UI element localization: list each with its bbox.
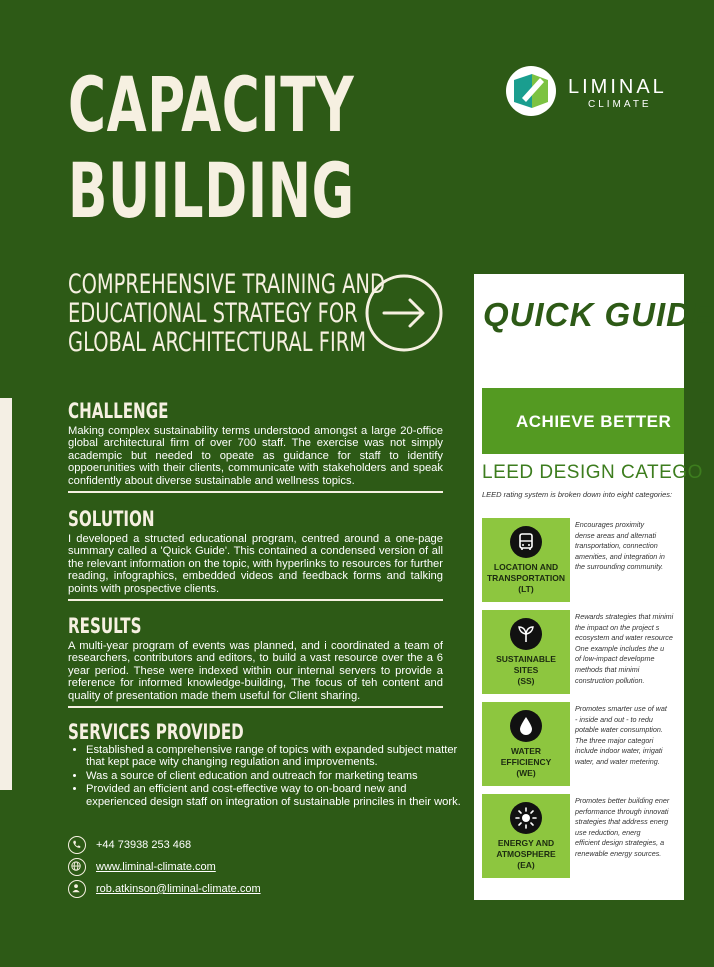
results-heading: RESULTS xyxy=(68,614,142,638)
logo-mark-icon xyxy=(506,66,556,116)
sun-icon xyxy=(510,802,542,834)
category-label-line: ENERGY AND xyxy=(497,838,555,848)
results-text: A multi-year program of events was planned, and i coordinated a team of researchers, contributors and editors, to build a vast resource over the a 6 year period. These were indexed within our internal servers to provide a reference for informed knowledge-building, The focus of teh content and quality of presentation made them useful for Client sharing. xyxy=(68,640,443,702)
solution-heading: SOLUTION xyxy=(68,507,155,531)
list-item: • Established a comprehensive range of topics with expanded subject matter that kept pace wity changing regulation and improvements. xyxy=(86,744,461,769)
category-card xyxy=(482,702,684,786)
list-item: • Provided an efficient and cost-effective way to on-board new and experienced design staff on integration of sustainable princiles in their work. xyxy=(86,783,461,808)
category-description: Promotes better building ener performance through innovati strategies that address energ use reduction, energ efficient design strategies, a renewable energy sources. xyxy=(575,796,670,858)
category-card xyxy=(482,518,684,602)
cream-side-bar xyxy=(0,398,12,790)
guide-subheading: LEED DESIGN CATEGO xyxy=(482,462,703,483)
bus-icon xyxy=(510,526,542,558)
challenge-text: Making complex sustainability terms understood amongst a large 20-office global architectural firm of over 700 staff. The exercise was not simply academpic but needed to opeate as guidance for staff to identify oppoerunities with their clients, communicate with stakeholders and speak confidently about diverse sustainable and wellness topics. xyxy=(68,425,443,487)
liminal-climate-logo xyxy=(506,66,666,116)
category-label-line: (EA) xyxy=(517,860,535,870)
website-link[interactable]: www.liminal-climate.com xyxy=(96,861,216,873)
category-label-line: (SS) xyxy=(517,676,535,686)
subtitle-line-2: EDUCATIONAL STRATEGY FOR xyxy=(68,298,358,329)
guide-intro: LEED rating system is broken down into eight categories: xyxy=(482,490,673,499)
category-label-line: LOCATION AND xyxy=(493,562,559,572)
category-label-line: WATER xyxy=(510,746,542,756)
contact-email[interactable] xyxy=(68,880,428,900)
category-label-box xyxy=(482,794,570,878)
challenge-heading: CHALLENGE xyxy=(68,399,169,423)
email-link[interactable]: rob.atkinson@liminal-climate.com xyxy=(96,883,261,895)
quick-guide-preview xyxy=(474,274,714,900)
category-label-box xyxy=(482,518,570,602)
contact-phone xyxy=(68,836,428,856)
category-label-line: (LT) xyxy=(518,584,534,594)
plant-icon xyxy=(510,618,542,650)
guide-banner-text: ACHIEVE BETTER xyxy=(516,412,672,431)
list-item: • Was a source of client education and outreach for marketing teams xyxy=(86,770,461,782)
arrow-right-icon[interactable] xyxy=(364,273,444,353)
logo-name: LIMINAL xyxy=(568,76,667,98)
phone-number: +44 73938 253 468 xyxy=(96,839,192,851)
category-label xyxy=(482,838,570,871)
contact-website[interactable] xyxy=(68,858,428,878)
category-label xyxy=(482,562,570,595)
category-label-box xyxy=(482,702,570,786)
guide-title: QUICK GUIDE xyxy=(483,296,714,333)
category-label-line: TRANSPORTATION xyxy=(486,573,566,583)
category-description: Promotes smarter use of wat - inside and out - to redu potable water consumption. The three major categori include indoor water, irrigati water, and water metering. xyxy=(575,704,667,766)
solution-text: I developed a structed educational program, centred around a one-page summary called a 'Quick Guide'. This contained a condensed version of all the relevant information on the topic, with hyperlinks to resources for further reading, infographics, embedded videos and feedback forms and talking points with prospective clients. xyxy=(68,533,443,595)
category-description: Rewards strategies that minimi the impact on the project s ecosystem and water resource One example includes the u of low-impact developme methods that minimi construction pollution. xyxy=(575,612,674,685)
page-title xyxy=(68,62,490,234)
category-label-box xyxy=(482,610,570,694)
divider xyxy=(68,706,443,708)
subtitle-line-1: COMPREHENSIVE TRAINING AND xyxy=(68,269,385,300)
subtitle-line-3: GLOBAL ARCHITECTURAL FIRM xyxy=(68,327,366,358)
category-label-line: SITES xyxy=(513,665,539,675)
logo-subname: CLIMATE xyxy=(588,99,652,110)
services-list xyxy=(68,744,461,809)
phone-icon xyxy=(68,836,86,854)
services-heading: SERVICES PROVIDED xyxy=(68,720,244,744)
category-label-line: SUSTAINABLE xyxy=(496,654,556,664)
category-label-line: EFFICIENCY xyxy=(500,757,552,767)
category-label-line: (WE) xyxy=(516,768,536,778)
divider xyxy=(68,599,443,601)
category-description: Encourages proximity dense areas and alternati transportation, connection amenities, and integration in the surrounding community. xyxy=(575,520,665,572)
title-line-1: CAPACITY xyxy=(68,60,355,149)
category-label xyxy=(482,746,570,779)
globe-icon xyxy=(68,858,86,876)
divider xyxy=(68,491,443,493)
category-card xyxy=(482,610,684,694)
category-label xyxy=(482,654,570,687)
category-card xyxy=(482,794,684,878)
title-line-2: BUILDING xyxy=(68,146,355,235)
category-label-line: ATMOSPHERE xyxy=(496,849,556,859)
user-icon xyxy=(68,880,86,898)
guide-banner xyxy=(482,388,684,454)
water-drop-icon xyxy=(510,710,542,742)
